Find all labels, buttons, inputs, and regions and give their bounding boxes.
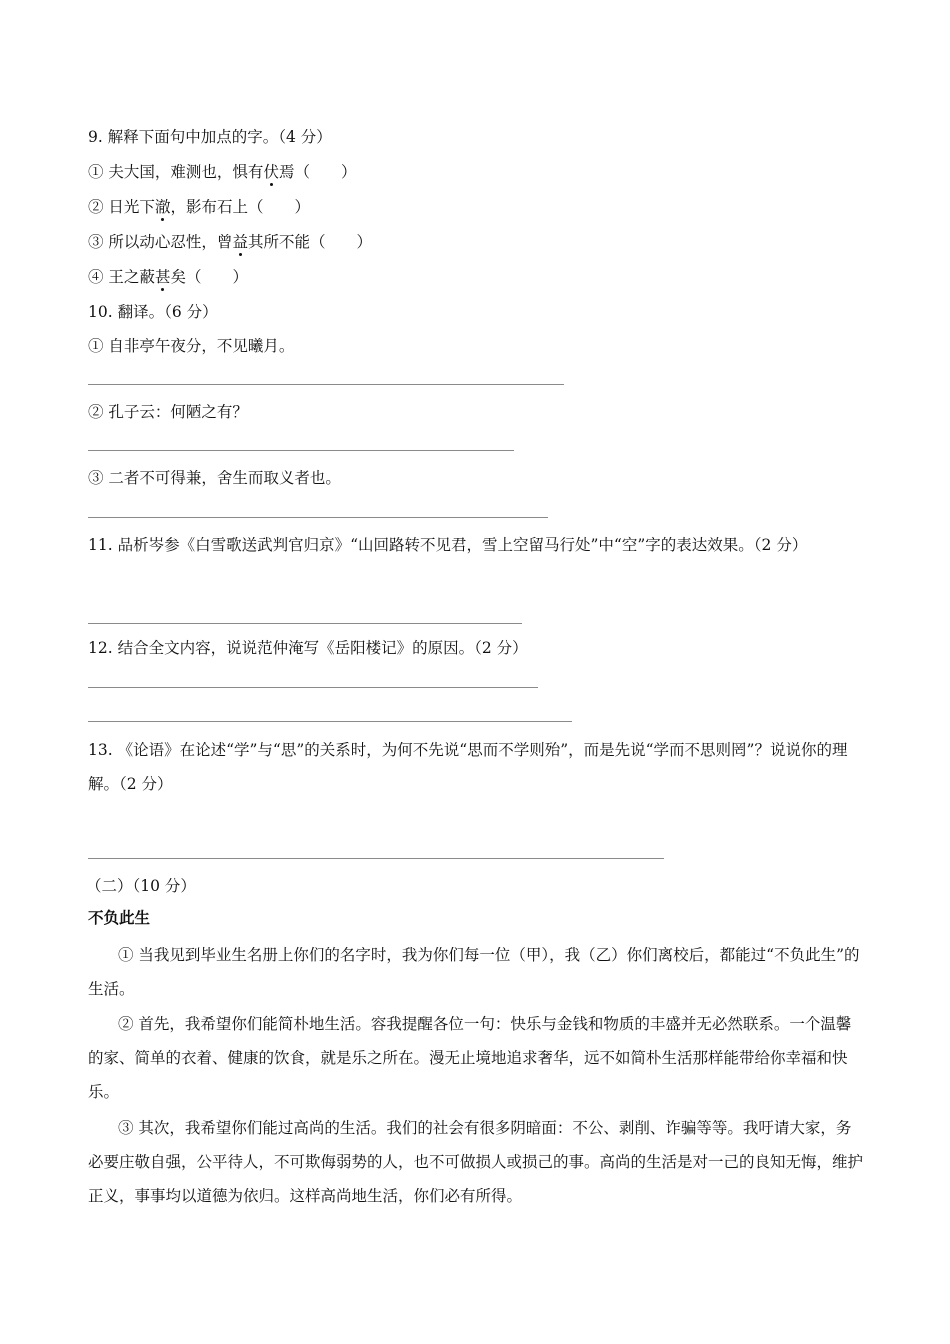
answer-line-10-3[interactable] <box>88 517 548 518</box>
answer-line-12-1[interactable] <box>88 687 538 688</box>
q10-item-1: ① 自非亭午夜分，不见曦月。 <box>88 337 295 355</box>
answer-line-11[interactable] <box>88 623 522 624</box>
q11-text: 11. 品析岑参《白雪歌送武判官归京》“山回路转不见君，雪上空留马行处”中“空”字的表达效果。（2 分） <box>88 536 808 554</box>
passage-title: 不负此生 <box>88 909 151 927</box>
passage-paragraph-1: ① 当我见到毕业生名册上你们的名字时，我为你们每一位（甲），我（乙）你们离校后，都能过“不负此生”的生活。 <box>88 946 860 998</box>
passage-paragraph-2: ② 首先，我希望你们能简朴地生活。容我提醒各位一句：快乐与金钱和物质的丰盛并无必然联系。一个温馨的家、简单的衣着、健康的饮食，就是乐之所在。漫无止境地追求奢华，远不如简朴生活那样能带给你幸福和快乐。 <box>88 1015 852 1101</box>
section-2-header: （二）（10 分） <box>86 877 196 895</box>
passage-paragraph-3: ③ 其次，我希望你们能过高尚的生活。我们的社会有很多阴暗面：不公、剥削、诈骗等等。我吁请大家，务必要庄敬自强，公平待人，不可欺侮弱势的人，也不可做损人或损己的事。高尚的生活是对一己的良知无悔，维护正义，事事均以道德为依归。这样高尚地生活，你们必有所得。 <box>88 1119 864 1205</box>
q9-item-2: ② 日光下澈，影布石上（ ） <box>88 198 310 216</box>
q9-item-3: ③ 所以动心忍性，曾益其所不能（ ） <box>88 233 372 251</box>
dotted-char: 益 <box>232 233 248 251</box>
dotted-char: 澈 <box>154 198 171 216</box>
q9-item-4: ④ 王之蔽甚矣（ ） <box>88 268 248 286</box>
answer-line-12-2[interactable] <box>88 721 572 722</box>
q9-item-1: ① 夫大国，难测也，惧有伏焉（ ） <box>88 163 357 181</box>
answer-line-10-1[interactable] <box>88 384 564 385</box>
q10-item-3: ③ 二者不可得兼，舍生而取义者也。 <box>88 469 341 487</box>
dotted-char: 伏 <box>263 163 279 181</box>
q13-text: 13. 《论语》在论述“学”与“思”的关系时，为何不先说“思而不学则殆”，而是先说“学而不思则罔”？说说你的理解。（2 分） <box>88 741 848 793</box>
dotted-char: 甚 <box>154 268 171 286</box>
answer-line-13[interactable] <box>88 858 664 859</box>
q12-text: 12. 结合全文内容，说说范仲淹写《岳阳楼记》的原因。（2 分） <box>88 639 528 657</box>
q9-title: 9. 解释下面句中加点的字。（4 分） <box>88 128 332 146</box>
q10-item-2: ② 孔子云：何陋之有？ <box>88 403 248 421</box>
answer-line-10-2[interactable] <box>88 450 514 451</box>
q10-title: 10. 翻译。（6 分） <box>88 303 218 321</box>
